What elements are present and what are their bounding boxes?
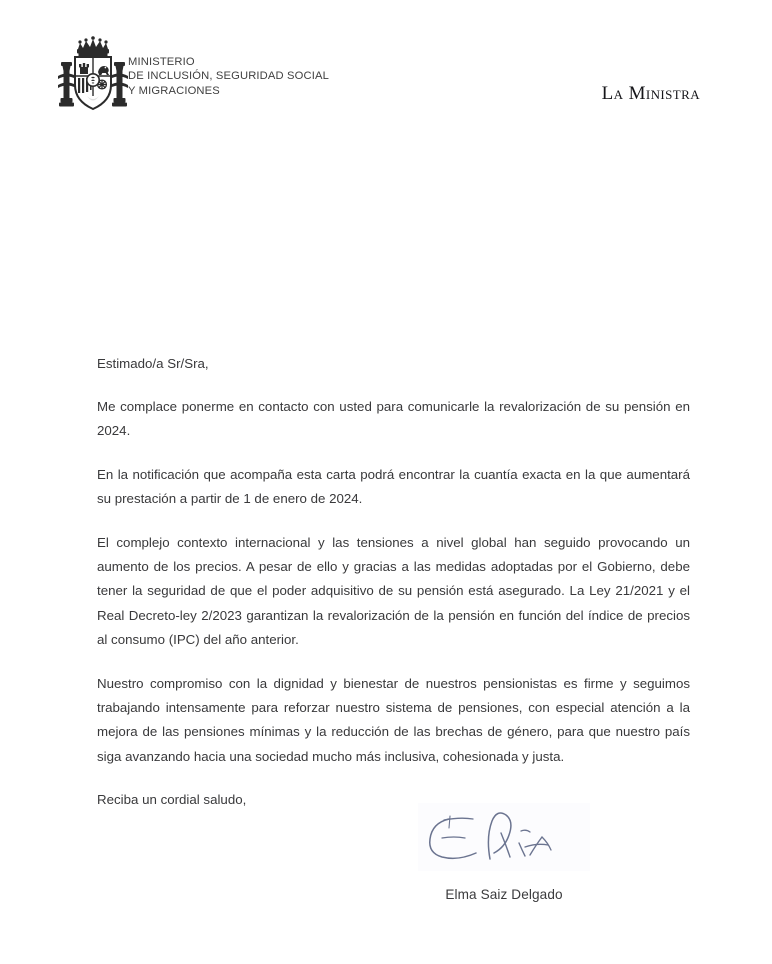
handwritten-signature-image bbox=[418, 803, 590, 871]
ministry-line-3: Y MIGRACIONES bbox=[128, 84, 220, 97]
minister-title: La Ministra bbox=[601, 83, 700, 104]
closing-line: Reciba un cordial saludo, bbox=[97, 792, 247, 808]
signatory-name: Elma Saiz Delgado bbox=[445, 887, 563, 902]
signature-area bbox=[418, 803, 590, 902]
paragraph-3: El complejo contexto internacional y las tensiones a nivel global han seguido provocando un aumento de los precios. A pesar de ello y gracias a las medidas adoptadas por el Gobierno, debe tener la seguridad de que el poder adquisitivo de su pensión está asegurado. La Ley 21/2021 y el Real Decreto-ley 2/2023 garantizan la revalorización de la pensión en función del índice de precios al consumo (IPC) del año anterior. bbox=[97, 534, 690, 648]
letterhead bbox=[0, 0, 772, 130]
spanish-coat-of-arms-emblem bbox=[56, 36, 130, 114]
ministry-line-2: DE INCLUSIÓN, SEGURIDAD SOCIAL bbox=[128, 70, 329, 83]
paragraph-1: Me complace ponerme en contacto con usted para comunicarle la revalorización de su pensión en 2024. bbox=[97, 399, 690, 439]
ministry-name bbox=[128, 55, 428, 98]
paragraph-4: Nuestro compromiso con la dignidad y bienestar de nuestros pensionistas es firme y seguimos trabajando intensamente para reforzar nuestro sistema de pensiones, con especial atención a la mejora de las pensiones mínimas y la reducción de las brechas de género, para que nuestro país siga avanzando hacia una sociedad mucho más inclusiva, cohesionada y justa. bbox=[97, 675, 690, 764]
salutation: Estimado/a Sr/Sra, bbox=[97, 356, 209, 371]
paragraph-2: En la notificación que acompaña esta carta podrá encontrar la cuantía exacta en la que aumentará su prestación a partir de 1 de enero de 2024. bbox=[97, 466, 690, 507]
ministry-line-1: MINISTERIO bbox=[128, 56, 195, 68]
letter-body bbox=[97, 352, 690, 812]
